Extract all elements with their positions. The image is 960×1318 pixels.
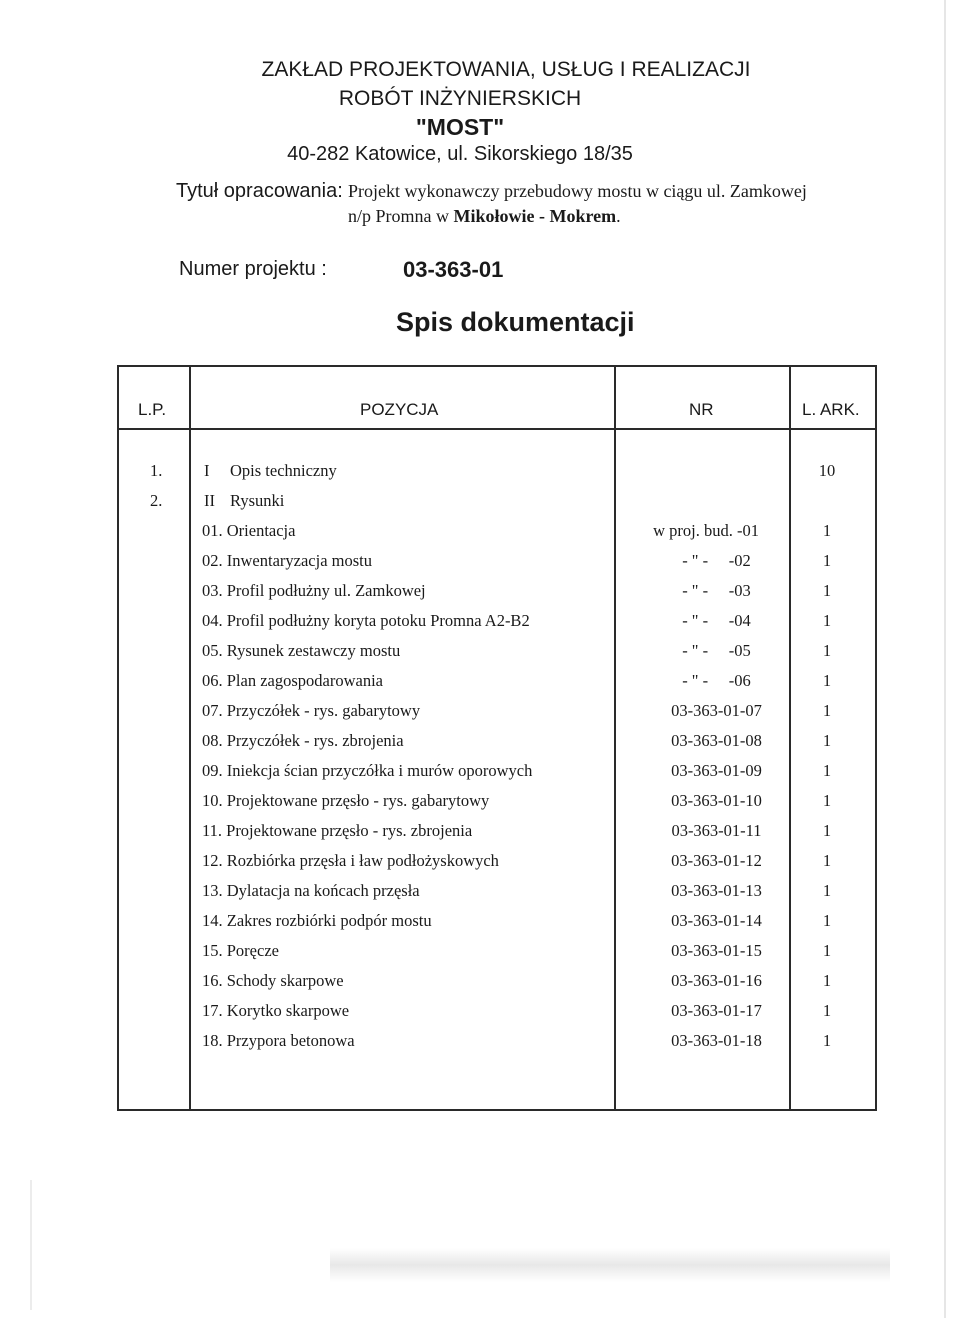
table-row — [119, 791, 875, 821]
row-nr: - " - -03 — [682, 581, 751, 600]
row-nr: - " - -04 — [682, 611, 751, 630]
row-l-ark: 1 — [822, 521, 832, 540]
row-nr: 03-363-01-14 — [671, 911, 762, 930]
table-row — [119, 731, 875, 761]
scan-margin-mark — [30, 1180, 32, 1310]
row-l-ark: 1 — [822, 821, 832, 840]
header-nr: NR — [689, 400, 714, 419]
title-label: Tytuł opracowania: — [176, 180, 343, 202]
row-position: 02. Inwentaryzacja mostu — [202, 551, 372, 570]
company-line-2: ROBÓT INŻYNIERSKICH — [338, 87, 582, 110]
row-l-ark: 10 — [818, 461, 836, 480]
row-position: 10. Projektowane przęsło - rys. gabarytowy — [202, 791, 490, 810]
project-number-label: Numer projektu : — [179, 258, 327, 280]
table-row — [119, 761, 875, 791]
row-l-ark: 1 — [822, 881, 832, 900]
row-position: 08. Przyczółek - rys. zbrojenia — [202, 731, 404, 750]
table-row — [119, 641, 875, 671]
company-address: 40-282 Katowice, ul. Sikorskiego 18/35 — [287, 143, 633, 165]
project-number: 03-363-01 — [403, 257, 504, 282]
title-line-2 — [348, 204, 808, 229]
row-nr: 03-363-01-07 — [671, 701, 762, 720]
row-position: 13. Dylatacja na końcach przęsła — [202, 881, 420, 900]
row-nr: 03-363-01-10 — [671, 791, 762, 810]
title-line-2-suffix: . — [616, 206, 621, 226]
row-l-ark: 1 — [822, 971, 832, 990]
row-l-ark: 1 — [822, 581, 832, 600]
company-name: "MOST" — [415, 114, 505, 140]
documentation-table — [117, 365, 877, 1111]
row-l-ark: 1 — [822, 701, 832, 720]
row-lp: 2. — [150, 491, 163, 510]
row-roman: II — [204, 491, 215, 510]
row-position: 07. Przyczółek - rys. gabarytowy — [202, 701, 421, 720]
table-row — [119, 611, 875, 641]
row-l-ark: 1 — [822, 911, 832, 930]
row-l-ark: 1 — [822, 671, 832, 690]
row-nr: 03-363-01-11 — [671, 821, 762, 840]
row-position: 17. Korytko skarpowe — [202, 1001, 350, 1020]
row-l-ark: 1 — [822, 611, 832, 630]
title-line-2-prefix: n/p Promna w — [348, 206, 454, 226]
row-nr: - " - -05 — [682, 641, 751, 660]
row-position: 01. Orientacja — [202, 521, 296, 540]
row-l-ark: 1 — [822, 791, 832, 810]
table-row — [119, 851, 875, 881]
table-row — [119, 671, 875, 701]
row-l-ark: 1 — [822, 761, 832, 780]
row-position: 14. Zakres rozbiórki podpór mostu — [202, 911, 432, 930]
row-position: 05. Rysunek zestawczy mostu — [202, 641, 401, 660]
table-row-section — [119, 461, 875, 491]
row-roman: I — [204, 461, 210, 480]
row-l-ark: 1 — [822, 641, 832, 660]
row-nr: 03-363-01-17 — [671, 1001, 762, 1020]
table-row — [119, 521, 875, 551]
header-lp: L.P. — [138, 400, 167, 419]
row-l-ark: 1 — [822, 851, 832, 870]
title-line-1: Projekt wykonawczy przebudowy mostu w ciągu ul. Zamkowej — [348, 181, 807, 201]
company-line-1: ZAKŁAD PROJEKTOWANIA, USŁUG I REALIZACJI — [261, 58, 751, 81]
row-position: 12. Rozbiórka przęsła i ław podłożyskowych — [202, 851, 499, 870]
row-position: 11. Projektowane przęsło - rys. zbrojenia — [202, 821, 473, 840]
header-l-ark: L. ARK. — [802, 400, 860, 419]
document-title: Spis dokumentacji — [396, 307, 635, 337]
row-nr: - " - -02 — [682, 551, 751, 570]
table-row — [119, 1001, 875, 1031]
row-nr: 03-363-01-08 — [671, 731, 762, 750]
table-row-section — [119, 491, 875, 521]
row-nr: 03-363-01-12 — [671, 851, 762, 870]
table-row — [119, 881, 875, 911]
row-position: 16. Schody skarpowe — [202, 971, 344, 990]
row-label: Rysunki — [230, 491, 285, 510]
row-position: 04. Profil podłużny koryta potoku Promna A2-B2 — [202, 611, 530, 630]
row-nr: 03-363-01-16 — [671, 971, 762, 990]
row-position: 09. Iniekcja ścian przyczółka i murów oporowych — [202, 761, 533, 780]
row-lp: 1. — [150, 461, 163, 480]
table-row — [119, 551, 875, 581]
row-position: 03. Profil podłużny ul. Zamkowej — [202, 581, 426, 600]
row-l-ark: 1 — [822, 941, 832, 960]
row-nr: 03-363-01-13 — [671, 881, 762, 900]
row-nr: 03-363-01-18 — [671, 1031, 762, 1050]
row-position: 15. Poręcze — [202, 941, 279, 960]
row-l-ark: 1 — [822, 1031, 832, 1050]
scan-edge-shadow — [944, 0, 946, 1318]
row-nr: 03-363-01-09 — [671, 761, 762, 780]
row-nr: w proj. bud. -01 — [653, 521, 759, 540]
table-header-divider — [119, 428, 875, 430]
row-label: Opis techniczny — [230, 461, 337, 480]
row-position — [204, 461, 337, 481]
header-position: POZYCJA — [360, 400, 439, 419]
table-row — [119, 911, 875, 941]
row-l-ark: 1 — [822, 551, 832, 570]
row-position: 18. Przypora betonowa — [202, 1031, 355, 1050]
row-nr: 03-363-01-15 — [671, 941, 762, 960]
title-value — [348, 179, 808, 229]
table-row — [119, 971, 875, 1001]
table-row — [119, 581, 875, 611]
row-l-ark: 1 — [822, 731, 832, 750]
row-nr: - " - -06 — [682, 671, 751, 690]
row-l-ark: 1 — [822, 1001, 832, 1020]
table-row — [119, 1031, 875, 1061]
row-position: 06. Plan zagospodarowania — [202, 671, 383, 690]
row-position — [204, 491, 284, 511]
table-row — [119, 701, 875, 731]
table-row — [119, 941, 875, 971]
table-row — [119, 821, 875, 851]
title-location: Mikołowie - Mokrem — [453, 206, 617, 226]
scan-smudge — [330, 1248, 890, 1282]
